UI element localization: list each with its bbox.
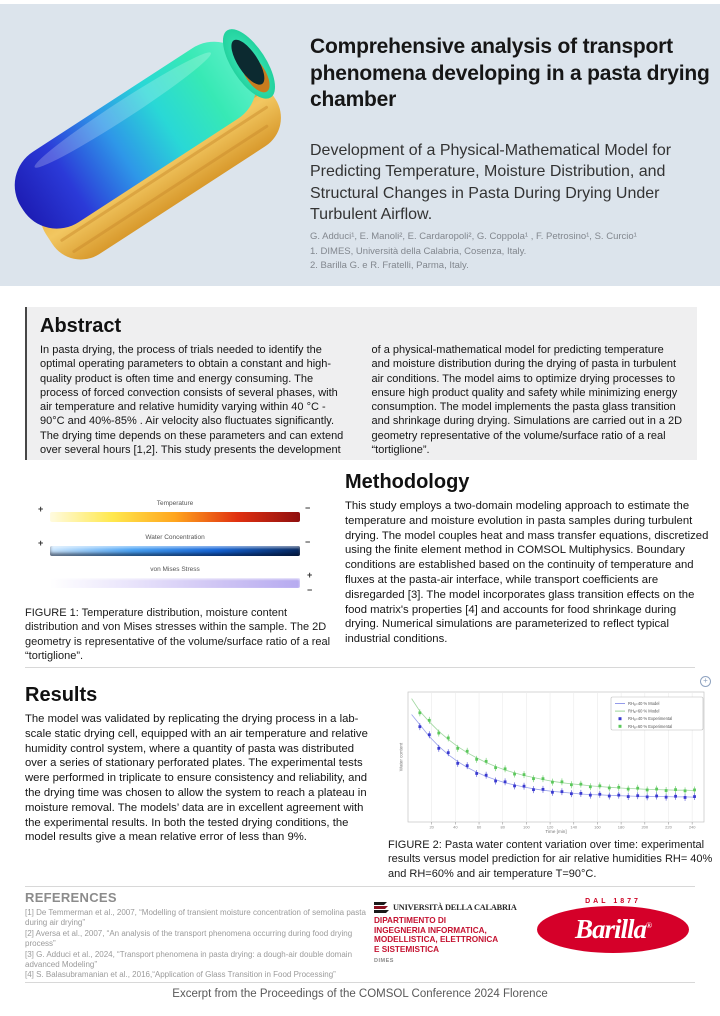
svg-text:40: 40 (453, 824, 458, 830)
minus-sign: − (307, 585, 313, 595)
figure2-plot (398, 684, 712, 834)
plus-sign: + (38, 538, 44, 548)
svg-text:Time [min]: Time [min] (545, 829, 567, 834)
abstract-section (25, 307, 697, 460)
plus-sign: + (38, 504, 44, 514)
svg-text:RHₐ=60 % Model: RHₐ=60 % Model (628, 708, 660, 714)
unical-name: UNIVERSITÀ DELLA CALABRIA (393, 902, 517, 912)
barilla-tagline: DAL 1877 (585, 898, 641, 905)
author-list: G. Adduci¹, E. Manoli², E. Cardaropoli², G. Coppola¹ , F. Petrosino¹, S. Curcio¹ (310, 231, 637, 242)
svg-text:80: 80 (500, 824, 505, 830)
dept-line: MODELLISTICA, ELETTRONICA (374, 935, 499, 945)
poster-subtitle: Development of a Physical-Mathematical Model for Predicting Temperature, Moisture Distribution, and Structural Changes in Pasta During Drying Under Turbulent Airflow. (310, 142, 672, 223)
colorbar-label-water: Water Concentration (145, 534, 205, 541)
references-section (25, 890, 377, 981)
methodology-body: This study employs a two-domain modeling approach to estimate the temperature and moisture evolution in pasta samples during turbulent drying. The model couples heat and mass transfer equations, discretized using the finite element method in COMSOL Multiphysics. Boundary conditions are established based on the continuity of temperature and fluxes at the pasta-air interface, while transport coefficients are disregarded [3]. The model incorporates glass transition effects on the food matrix's properties [4] and accounts for food shrinkage during drying. Numerical simulations are parameterized to reflect typical industrial conditions. (345, 500, 709, 646)
figure1 (25, 470, 355, 670)
reference-item: [2] Aversa et al., 2007, “An analysis of the transport phenomena occurring during food drying process” (25, 928, 353, 949)
svg-text:RHₐ=40 % Experimental: RHₐ=40 % Experimental (628, 716, 673, 722)
barilla-oval (537, 906, 689, 953)
reference-item: [4] S. Balasubramanian et al., 2016,“Application of Glass Transition in Food Processing” (25, 970, 336, 980)
pasta-3d-render-image (0, 12, 305, 284)
svg-text:140: 140 (570, 824, 578, 830)
abstract-body: In pasta drying, the process of trials needed to identify the optimal operating parameters to obtain a constant and high-quality product is often time and energy consuming. The process of forced convection consists of several phases, with air temperature and relative humidity varying within 40 °C - 90°C and 40%-85% . Air velocity also fluctuates significantly. The drying time depends on these parameters and can extend over several hours [1,2]. This study presents the development of a physical-mathematical model for predicting temperature and moisture distribution during the drying of pasta in turbulent air conditions. The model aims to optimize drying processes to ensure high product quality and safety while minimizing energy consumption. The model implements the pasta glass transition and shrinkage during drying. Simulations are carried out in a 2D geometry representative of the volume/surface ratio of a real “tortiglione”. (40, 344, 683, 457)
svg-text:60: 60 (476, 824, 482, 830)
svg-text:160: 160 (594, 824, 601, 830)
unical-logo (374, 901, 534, 964)
plot-toolbar-icon[interactable]: + (700, 676, 711, 687)
temperature-colorbar (50, 512, 300, 522)
svg-text:200: 200 (641, 824, 649, 830)
svg-text:240: 240 (688, 824, 696, 830)
references-heading: REFERENCES (25, 890, 117, 905)
water-content-chart (398, 684, 712, 834)
unical-department (374, 916, 534, 955)
affiliation-2: 2. Barilla G. e R. Fratelli, Parma, Italy. (310, 260, 469, 272)
unical-abbr: DIMES (374, 957, 394, 964)
results-heading: Results (25, 684, 98, 706)
barilla-logo (537, 898, 689, 953)
svg-text:RHₐ=60 % Experimental: RHₐ=60 % Experimental (628, 723, 673, 729)
dept-line: E SISTEMISTICA (374, 945, 440, 955)
reference-item: [3] G. Adduci et al., 2024, “Transport phenomena in pasta drying: a dough-air double domain advanced Modeling” (25, 949, 353, 969)
dept-line: INGEGNERIA INFORMATICA, (374, 925, 487, 935)
svg-text:120: 120 (546, 824, 554, 830)
svg-text:Water content: Water content (398, 742, 404, 772)
section-divider (25, 667, 695, 668)
abstract-heading: Abstract (40, 315, 122, 337)
unical-crest-icon (374, 901, 389, 913)
svg-text:20: 20 (429, 824, 434, 830)
affiliation-1: 1. DIMES, Università della Calabria, Cosenza, Italy. (310, 245, 527, 257)
minus-sign: − (305, 503, 311, 513)
methodology-heading: Methodology (345, 471, 470, 493)
colorbar-label-temperature: Temperature (156, 500, 194, 507)
minus-sign: − (305, 537, 311, 547)
reference-item: [1] De Temmerman et al., 2007, “Modelling of transient moisture concentration of semolina pasta during air drying” (25, 908, 366, 928)
svg-text:180: 180 (617, 824, 625, 830)
dept-line: DIPARTIMENTO DI (374, 916, 447, 925)
figure2-caption: FIGURE 2: Pasta water content variation over time: experimental results versus model prediction for air relative humidities RH= 40% and RH=60% and air temperature T=90°C. (388, 839, 713, 880)
section-divider (25, 886, 695, 887)
von-mises-colorbar (50, 578, 300, 588)
methodology-section (345, 471, 713, 647)
registered-mark: ® (646, 921, 651, 930)
authors-block (310, 230, 714, 274)
footer-divider (25, 982, 695, 983)
colorbar-label-vonmises: von Mises Stress (150, 566, 200, 573)
water-concentration-colorbar (50, 546, 300, 556)
results-body: The model was validated by replicating the drying process in a lab-scale static drying cell, equipped with an air temperature and relative humidity control system, where a quantity of pasta was distributed over a series of stationary perforated plates. The experimental tests were performed in triplicate to ensure consistency and reliability, and the drying time was chosen to allow the system to reach a plateau in moisture removal. The models’ data are in excellent agreement with the experimental results. In both the tested drying conditions, the model results give a mean relative error of less than 9%. (25, 713, 368, 844)
plus-sign: + (307, 570, 313, 580)
poster-title: Comprehensive analysis of transport phenomena developing in a pasta drying chamber (310, 35, 710, 112)
footer-text: Excerpt from the Proceedings of the COMSOL Conference 2024 Florence (172, 988, 548, 1000)
svg-text:220: 220 (665, 824, 672, 830)
figure1-caption: FIGURE 1: Temperature distribution, moisture content distribution and von Mises stresses within the sample. The 2D geometry is representative of the volume/surface ratio of a real “tortiglione”. (25, 607, 331, 662)
svg-text:RHₐ=40 % Model: RHₐ=40 % Model (628, 701, 660, 706)
svg-text:100: 100 (523, 824, 530, 830)
barilla-wordmark: Barilla® (574, 914, 651, 944)
